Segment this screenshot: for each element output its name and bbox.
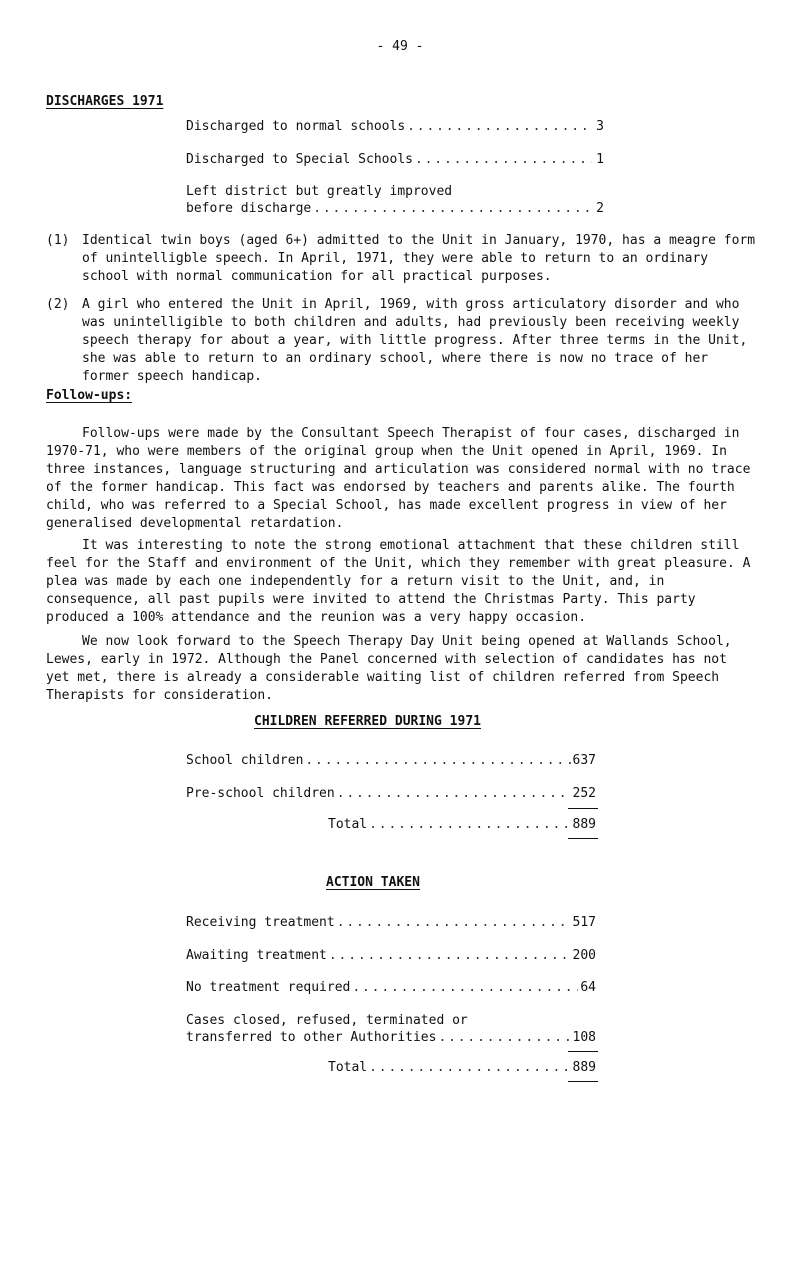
row-label: Pre-school children	[186, 786, 335, 801]
row-label: Receiving treatment	[186, 915, 335, 930]
row-value: 252	[572, 786, 596, 801]
row-value: 108	[572, 1030, 596, 1045]
action-row-closed-line1: Cases closed, refused, terminated or	[186, 1013, 468, 1028]
followups-paragraph-2	[46, 537, 758, 627]
leader-dots	[305, 752, 570, 770]
row-label: Total	[328, 1060, 368, 1075]
discharges-heading: DISCHARGES 1971	[46, 94, 164, 109]
row-label: No treatment required	[186, 980, 351, 995]
row-label: School children	[186, 753, 304, 768]
total-rule-top	[568, 808, 598, 809]
case-text: Identical twin boys (aged 6+) admitted to the Unit in January, 1970, has a meagre form of unintelligble speech. In April, 1971, they were able to return to an ordinary school with normal communication for all practical purposes.	[82, 233, 756, 284]
leader-dots	[415, 151, 592, 169]
leader-dots	[407, 118, 592, 136]
paragraph-text: We now look forward to the Speech Therapy Day Unit being opened at Wallands School, Lewes, early in 1972. Although the Panel concerned with selection of candidates has not yet met, there is already a considerable waiting list of children referred from Speech Therapists for consideration.	[46, 634, 732, 703]
discharge-row-left-district	[186, 200, 604, 218]
row-label: transferred to other Authorities	[186, 1030, 437, 1045]
discharge-row-left-district-line1: Left district but greatly improved	[186, 184, 453, 199]
leader-dots	[329, 947, 571, 965]
discharge-row-normal-schools	[186, 118, 604, 136]
paragraph-text: Follow-ups were made by the Consultant Speech Therapist of four cases, discharged in 1970-71, who were members of the original group when the Unit opened in April, 1969. In three instances, language structuring and articulation was considered normal with no trace of the former handicap. This fact was endorsed by teachers and parents alike. The fourth child, who was referred to a Special School, has made excellent progress in view of her generalised developmental retardation.	[46, 426, 751, 531]
row-label: Discharged to normal schools	[186, 119, 406, 134]
referred-row-school	[186, 752, 596, 770]
case-1	[46, 232, 756, 286]
total-rule-top	[568, 1051, 598, 1052]
referred-row-preschool	[186, 785, 596, 803]
action-heading: ACTION TAKEN	[326, 875, 420, 890]
row-value: 200	[572, 948, 596, 963]
action-row-awaiting	[186, 947, 596, 965]
leader-dots	[337, 785, 571, 803]
row-value: 2	[596, 201, 604, 216]
row-value: 1	[596, 152, 604, 167]
row-value: 517	[572, 915, 596, 930]
row-value: 64	[580, 980, 596, 995]
leader-dots	[352, 979, 578, 997]
total-rule-bottom	[568, 1081, 598, 1082]
leader-dots	[369, 816, 570, 834]
row-label: Total	[328, 817, 368, 832]
leader-dots	[438, 1029, 570, 1047]
followups-heading: Follow-ups:	[46, 388, 133, 403]
paragraph-text: It was interesting to note the strong emotional attachment that these children still feel for the Staff and environment of the Unit, which they remember with great pleasure. A plea was made by each one independently for a return visit to the Unit, and, in consequence, all past pupils were invited to attend the Christmas Party. This party produced a 100% attendance and the reunion was a very happy occasion.	[46, 538, 751, 625]
followups-paragraph-1	[46, 425, 758, 533]
referred-heading: CHILDREN REFERRED DURING 1971	[254, 714, 481, 729]
row-value: 3	[596, 119, 604, 134]
row-value: 889	[572, 1060, 596, 1075]
discharge-row-special-schools	[186, 151, 604, 169]
row-label: Awaiting treatment	[186, 948, 327, 963]
action-row-no-treatment	[186, 979, 596, 997]
followups-paragraph-3	[46, 633, 758, 705]
case-number: (2)	[46, 297, 70, 312]
action-row-total	[328, 1059, 596, 1077]
case-2	[46, 296, 756, 386]
action-row-receiving	[186, 914, 596, 932]
case-text: A girl who entered the Unit in April, 1969, with gross articulatory disorder and who was unintelligible to both children and adults, had previously been receiving weekly speech therapy for about a year, with little progress. After three terms in the Unit, she was able to return to an ordinary school, where there is now no trace of her former speech handicap.	[82, 297, 748, 384]
row-value: 637	[572, 753, 596, 768]
row-label: before discharge	[186, 201, 312, 216]
leader-dots	[313, 200, 592, 218]
total-rule-bottom	[568, 838, 598, 839]
page-number: - 49 -	[376, 39, 424, 54]
leader-dots	[369, 1059, 570, 1077]
leader-dots	[337, 914, 571, 932]
row-value: 889	[572, 817, 596, 832]
row-label: Discharged to Special Schools	[186, 152, 413, 167]
referred-row-total	[328, 816, 596, 834]
action-row-closed	[186, 1029, 596, 1047]
case-number: (1)	[46, 233, 70, 248]
